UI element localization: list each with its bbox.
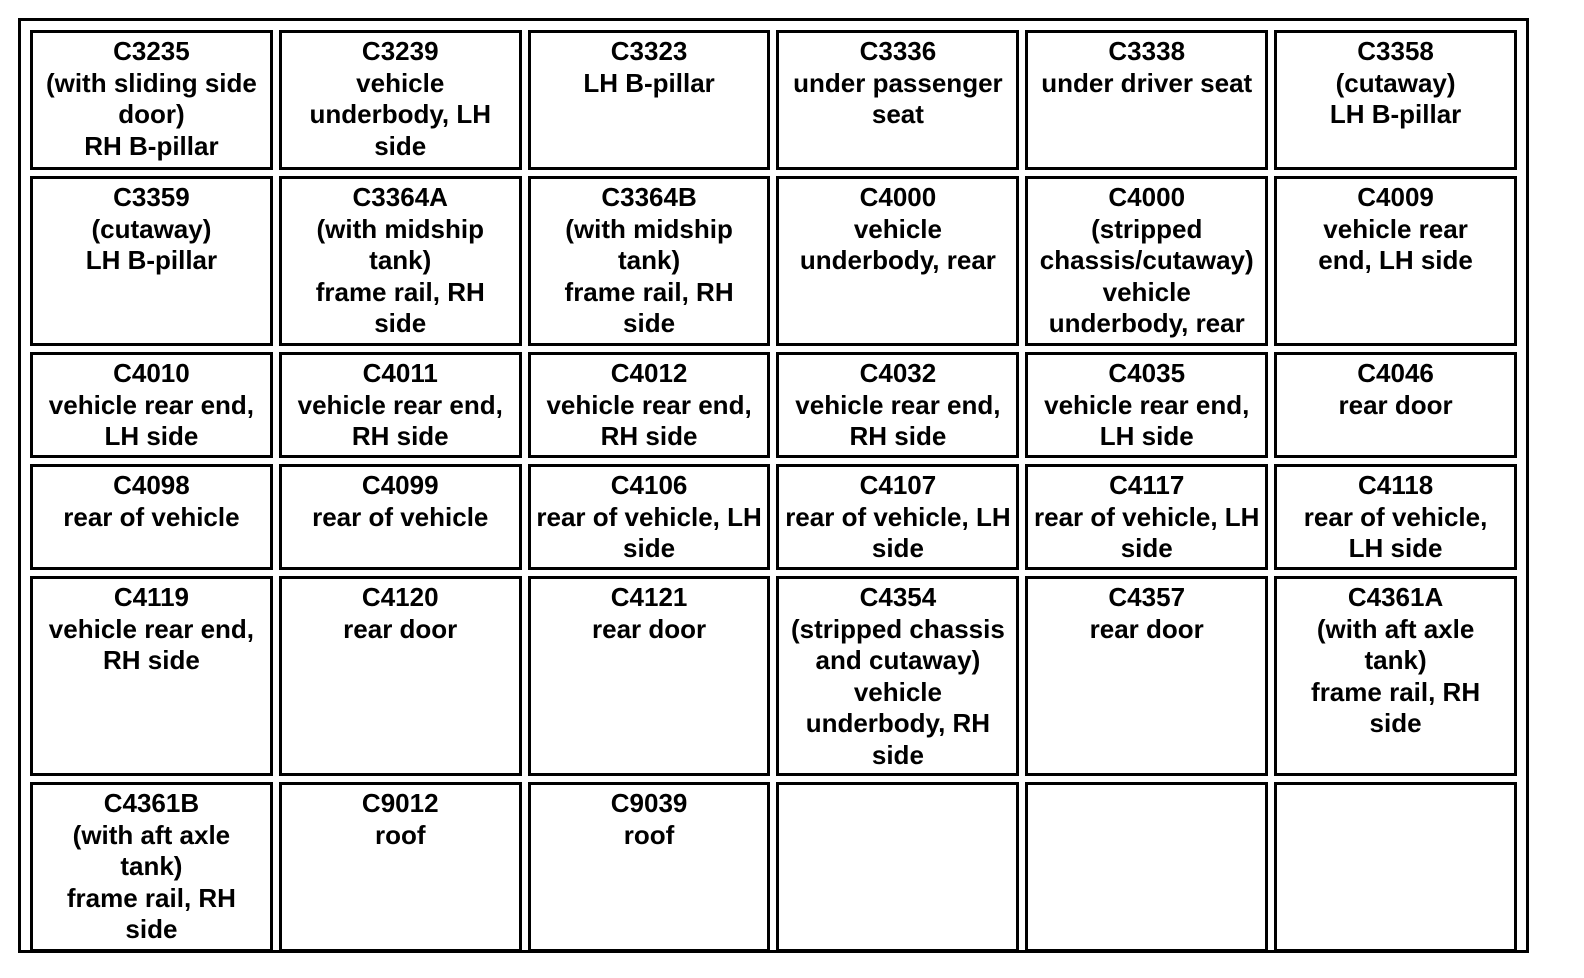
connector-code: C4117	[1109, 470, 1185, 500]
connector-location: roof	[374, 819, 426, 850]
table-cell	[528, 30, 771, 170]
table-cell	[30, 30, 273, 170]
connector-location: vehicle underbody, LH side	[309, 67, 491, 161]
connector-location: vehicle rear end, LH side	[48, 389, 255, 451]
connector-code: C4011	[362, 358, 438, 388]
connector-location-table	[24, 24, 1523, 958]
table-cell	[279, 782, 522, 952]
table-cell	[279, 30, 522, 170]
connector-code: C4099	[361, 470, 439, 500]
connector-location: rear door	[1338, 389, 1453, 420]
connector-code: C4000	[1108, 182, 1186, 212]
connector-code: C4032	[859, 358, 937, 388]
connector-code: C3358	[1357, 36, 1434, 66]
table-cell	[1025, 176, 1268, 346]
table-cell	[30, 782, 273, 952]
table-cell	[528, 352, 771, 458]
connector-code: C3359	[113, 182, 190, 212]
table-cell-empty	[776, 782, 1019, 952]
connector-code: C3364B	[601, 182, 697, 212]
connector-code: C4120	[361, 582, 439, 612]
table-row	[30, 576, 1517, 776]
connector-location: rear door	[1089, 613, 1204, 644]
connector-location: (with midship tank) frame rail, RH side	[315, 213, 485, 338]
table-cell	[776, 576, 1019, 776]
table-cell	[528, 176, 771, 346]
connector-code: C4118	[1357, 470, 1434, 500]
connector-code: C4357	[1108, 582, 1186, 612]
connector-location: rear of vehicle	[312, 501, 489, 532]
connector-location: LH B-pillar	[583, 67, 715, 98]
connector-location: under passenger seat	[793, 67, 1003, 129]
connector-code: C9012	[361, 788, 439, 818]
table-cell	[30, 576, 273, 776]
connector-location: rear of vehicle, LH side	[1034, 501, 1260, 563]
table-cell	[30, 176, 273, 346]
table-cell-empty	[1025, 782, 1268, 952]
connector-location: vehicle rear end, RH side	[795, 389, 1001, 451]
connector-code: C3323	[610, 36, 688, 66]
table-cell-empty	[1274, 782, 1517, 952]
connector-location: (stripped chassis and cutaway) vehicle underbody, RH side	[790, 613, 1005, 770]
table-row	[30, 782, 1517, 952]
connector-location: (with aft axle tank) frame rail, RH side	[66, 819, 236, 944]
connector-location-table-frame	[18, 18, 1529, 953]
connector-location: rear of vehicle, LH side	[785, 501, 1011, 563]
connector-code: C3338	[1108, 36, 1186, 66]
table-cell	[1274, 576, 1517, 776]
table-cell	[776, 352, 1019, 458]
table-cell	[1274, 176, 1517, 346]
table-cell	[528, 464, 771, 570]
connector-code: C4121	[610, 582, 688, 612]
table-cell	[1274, 30, 1517, 170]
connector-location: (cutaway) LH B-pillar	[85, 213, 218, 275]
connector-code: C3239	[361, 36, 439, 66]
table-cell	[30, 464, 273, 570]
connector-code: C4046	[1357, 358, 1434, 388]
table-cell	[279, 464, 522, 570]
connector-code: C4009	[1357, 182, 1434, 212]
table-cell	[1025, 352, 1268, 458]
connector-code: C4106	[610, 470, 688, 500]
table-cell	[279, 176, 522, 346]
connector-code: C4035	[1108, 358, 1186, 388]
connector-location: vehicle rear end, RH side	[48, 613, 255, 675]
table-cell	[30, 352, 273, 458]
connector-location: rear of vehicle, LH side	[536, 501, 762, 563]
connector-location: (with sliding side door) RH B-pillar	[45, 67, 257, 161]
connector-location: rear door	[591, 613, 707, 644]
connector-code: C3364A	[352, 182, 448, 212]
connector-code: C3336	[859, 36, 937, 66]
connector-code: C4010	[113, 358, 190, 388]
connector-location: rear of vehicle, LH side	[1303, 501, 1488, 563]
table-row	[30, 30, 1517, 170]
connector-code: C9039	[610, 788, 688, 818]
table-cell	[1025, 30, 1268, 170]
connector-code: C4000	[859, 182, 937, 212]
table-cell	[1025, 464, 1268, 570]
connector-code: C4098	[113, 470, 190, 500]
table-row	[30, 464, 1517, 570]
connector-location: vehicle rear end, RH side	[546, 389, 752, 451]
connector-location: (stripped chassis/cutaway) vehicle underbody, rear	[1039, 213, 1254, 338]
table-row	[30, 176, 1517, 346]
table-cell	[279, 576, 522, 776]
table-cell	[1025, 576, 1268, 776]
connector-code: C4361B	[103, 788, 200, 818]
table-cell	[528, 782, 771, 952]
connector-location: under driver seat	[1041, 67, 1253, 98]
table-cell	[776, 30, 1019, 170]
table-cell	[776, 176, 1019, 346]
connector-location: roof	[623, 819, 675, 850]
connector-location: vehicle rear end, RH side	[297, 389, 503, 451]
connector-code: C4354	[859, 582, 937, 612]
connector-location: vehicle underbody, rear	[799, 213, 996, 275]
connector-code: C4119	[113, 582, 189, 612]
connector-location: rear door	[343, 613, 458, 644]
table-cell	[279, 352, 522, 458]
table-cell	[776, 464, 1019, 570]
table-cell	[528, 576, 771, 776]
table-cell	[1274, 352, 1517, 458]
connector-location: vehicle rear end, LH side	[1044, 389, 1250, 451]
table-row	[30, 352, 1517, 458]
connector-code: C3235	[113, 36, 190, 66]
connector-code: C4361A	[1347, 582, 1444, 612]
connector-code: C4012	[610, 358, 688, 388]
connector-location: (with midship tank) frame rail, RH side	[564, 213, 734, 338]
connector-location: (with aft axle tank) frame rail, RH side	[1311, 613, 1481, 738]
connector-location: (cutaway) LH B-pillar	[1329, 67, 1462, 129]
connector-location: vehicle rear end, LH side	[1318, 213, 1473, 275]
connector-location: rear of vehicle	[63, 501, 240, 532]
connector-code: C4107	[859, 470, 937, 500]
table-cell	[1274, 464, 1517, 570]
